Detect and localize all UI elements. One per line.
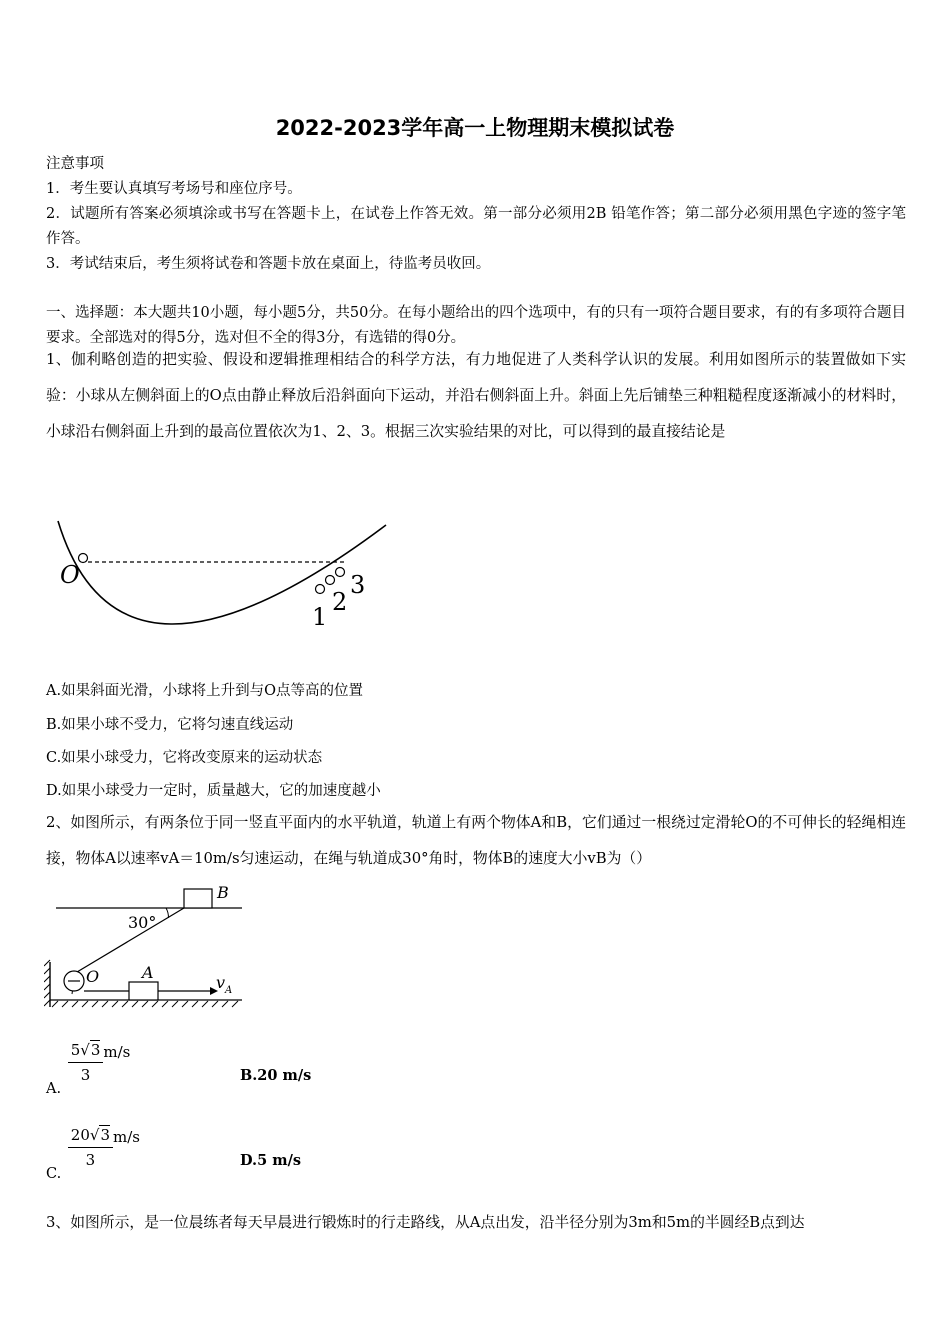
option-c-numerator: 20 <box>70 1126 90 1144</box>
question-2-stem: 2、如图所示，有两条位于同一竖直平面内的水平轨道，轨道上有两个物体A和B，它们通过一根绕过定滑轮O的不可伸长的轻绳相连接，物体A以速率vA＝10m/s匀速运动，在绳与轨道成30°角时，物体B的速度大小vB为（） <box>46 814 906 867</box>
block-b-label: B <box>217 883 229 902</box>
angle-label: 30° <box>128 913 157 932</box>
point-o-label: O <box>60 561 80 589</box>
velocity-v-label: v <box>216 973 226 992</box>
question-2-figure <box>44 880 254 1010</box>
option-a-prefix: A. <box>46 1080 62 1097</box>
question-1-option-d: D.如果小球受力一定时，质量越大，它的加速度越小 <box>46 783 381 799</box>
question-2-option-b: B.20 m/s <box>240 1067 312 1084</box>
option-c-prefix: C. <box>46 1165 62 1182</box>
option-c-denominator: 3 <box>85 1151 96 1169</box>
question-2-option-a <box>46 1040 131 1097</box>
question-1-stem: 1、伽利略创造的把实验、假设和逻辑推理相结合的科学方法，有力地促进了人类科学认识的发展。利用如图所示的装置做如下实验：小球从左侧斜面上的O点由静止释放后沿斜面向下运动，并沿右侧斜面上升。斜面上先后铺垫三种粗糙程度逐渐减小的材料时，小球沿右侧斜面上升到的最高位置依次为1、2、3。根据三次实验结果的对比，可以得到的最直接结论是 <box>46 351 906 440</box>
question-2-option-d: D.5 m/s <box>240 1152 302 1169</box>
option-c-radicand: 3 <box>100 1126 110 1144</box>
notice-heading: 注意事项 <box>46 156 104 172</box>
option-c-unit: m/s <box>113 1127 140 1146</box>
position-1-label: 1 <box>312 603 328 631</box>
notice-item-1: 1．考生要认真填写考场号和座位序号。 <box>46 181 302 197</box>
position-2-label: 2 <box>332 588 348 616</box>
option-a-fraction: $\frac{5√3}{3}$ <box>68 1040 104 1085</box>
pulley-o-label: O <box>86 967 100 986</box>
section-instructions: 一、选择题：本大题共10小题，每小题5分，共50分。在每小题给出的四个选项中，有的只有一项符合题目要求，有的有多项符合题目要求。全部选对的得5分，选对但不全的得3分，有选错的得0分。 <box>46 305 906 346</box>
option-a-radicand: 3 <box>90 1041 101 1059</box>
option-a-unit: m/s <box>103 1042 131 1061</box>
velocity-v-subscript: A <box>225 985 233 996</box>
question-1-option-a: A.如果斜面光滑，小球将上升到与O点等高的位置 <box>46 683 363 699</box>
option-c-fraction: $\frac{20√3}{3}$ <box>68 1125 113 1170</box>
question-2-option-c <box>46 1125 140 1182</box>
position-3-label: 3 <box>350 571 366 599</box>
notice-item-3: 3．考试结束后，考生须将试卷和答题卡放在桌面上，待监考员收回。 <box>46 256 491 272</box>
question-1-option-b: B.如果小球不受力，它将匀速直线运动 <box>46 717 294 733</box>
question-1-option-c: C.如果小球受力，它将改变原来的运动状态 <box>46 750 323 766</box>
notice-item-2: 2．试题所有答案必须填涂或书写在答题卡上，在试卷上作答无效。第一部分必须用2B 铅笔作答；第二部分必须用黑色字迹的签字笔作答。 <box>46 206 906 247</box>
page-title: 2022-2023学年高一上物理期末模拟试卷 <box>275 116 675 140</box>
option-a-denominator: 3 <box>80 1066 91 1084</box>
question-3-stem: 3、如图所示，是一位晨练者每天早晨进行锻炼时的行走路线，从A点出发，沿半径分别为3m和5m的半圆经B点到达 <box>46 1214 805 1231</box>
option-a-numerator: 5 <box>70 1041 81 1059</box>
question-1-figure <box>50 515 400 650</box>
block-a-label: A <box>142 963 154 982</box>
